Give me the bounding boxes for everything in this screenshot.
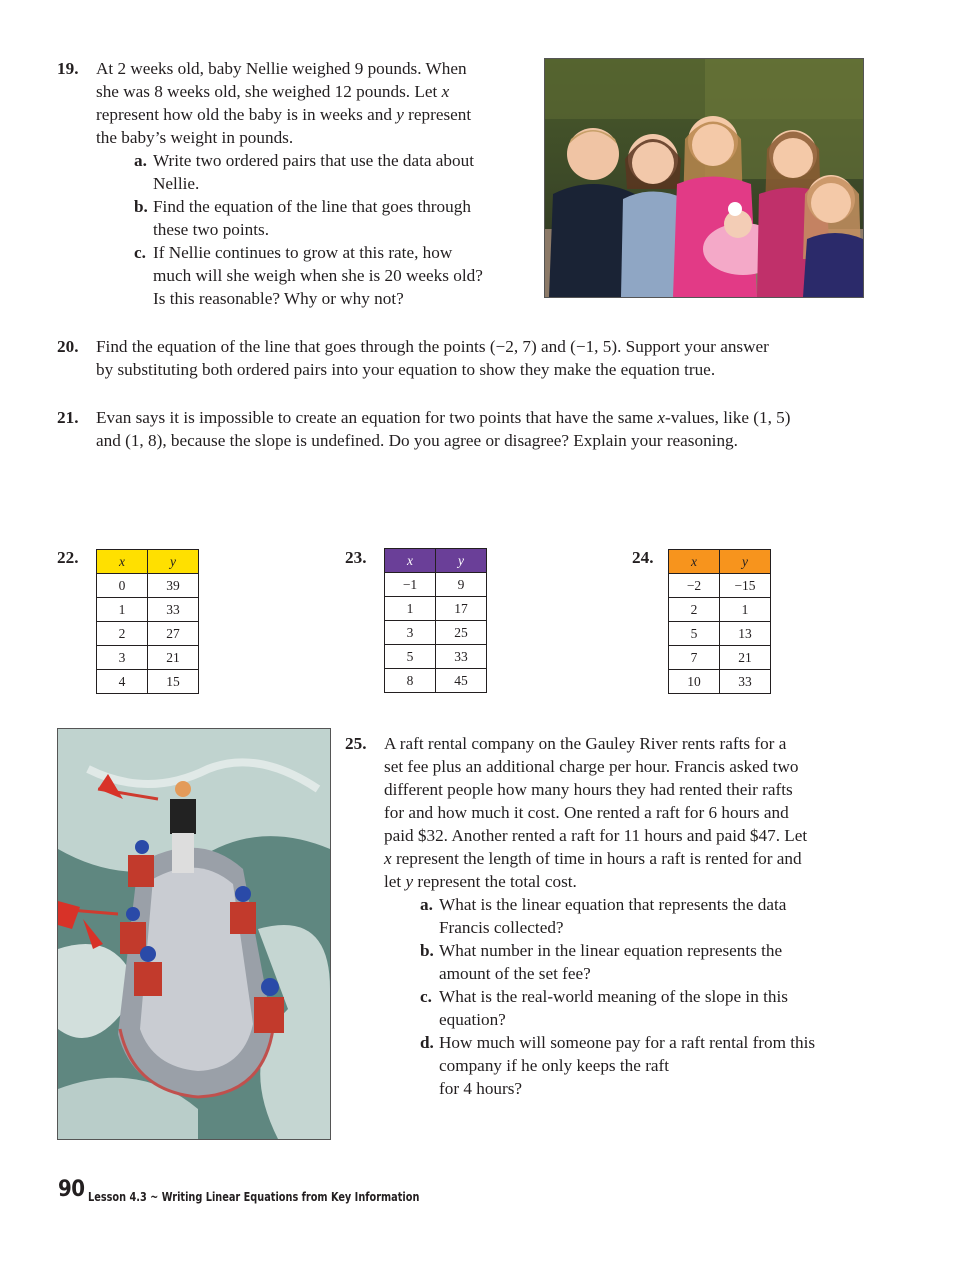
subpart-label: a. xyxy=(420,895,433,914)
problem-20-line: by substituting both ordered pairs into your equation to show they make the equation true. xyxy=(96,360,716,379)
lesson-title: Lesson 4.3 ~ Writing Linear Equations from Key Information xyxy=(88,1189,420,1204)
subpart-line: Francis collected? xyxy=(439,918,564,937)
cell-x: 1 xyxy=(97,598,148,622)
table-row xyxy=(385,621,487,645)
table-row xyxy=(669,646,771,670)
problem-25-line: different people how many hours they had rented their rafts xyxy=(384,780,793,799)
problem-21-line: and (1, 8), because the slope is undefined. Do you agree or disagree? Explain your reasoning. xyxy=(96,431,738,450)
table-row xyxy=(385,597,487,621)
header-x: x xyxy=(97,550,148,574)
table-row xyxy=(385,645,487,669)
problem-24-number: 24. xyxy=(632,548,654,567)
problem-25-line: A raft rental company on the Gauley River rents rafts for a xyxy=(384,734,787,753)
cell-x: −1 xyxy=(385,573,436,597)
problem-25-line-text: represent the length of time in hours a raft is rented for and xyxy=(391,849,802,868)
header-y: y xyxy=(436,549,487,573)
cell-y: 13 xyxy=(720,622,771,646)
cell-y: 39 xyxy=(148,574,199,598)
problem-25-number: 25. xyxy=(345,734,367,753)
problem-19-line-text: represent xyxy=(403,105,472,124)
children-photo xyxy=(544,58,864,298)
variable-y: y xyxy=(396,105,404,124)
cell-y: 33 xyxy=(148,598,199,622)
problem-19-line-text: she was 8 weeks old, she weighed 12 pounds. Let xyxy=(96,82,442,101)
problem-25d xyxy=(420,1031,884,1100)
problem-25b xyxy=(420,939,884,985)
problem-25-line xyxy=(384,870,884,893)
table-22 xyxy=(96,549,199,694)
subpart-line: company if he only keeps the raft xyxy=(439,1056,670,1075)
page-number: 90 xyxy=(58,1177,85,1202)
problem-19-line xyxy=(96,103,526,126)
problem-21-line-text: Evan says it is impossible to create an equation for two points that have the same xyxy=(96,408,658,427)
variable-x: x xyxy=(384,849,392,868)
cell-y: 33 xyxy=(436,645,487,669)
problem-19-line-text: represent how old the baby is in weeks and xyxy=(96,105,397,124)
subpart-label: d. xyxy=(420,1033,434,1052)
problem-19b xyxy=(134,195,526,241)
cell-x: 1 xyxy=(385,597,436,621)
cell-x: 8 xyxy=(385,669,436,693)
table-row xyxy=(669,622,771,646)
subpart-line: What is the real-world meaning of the slope in this xyxy=(439,987,788,1006)
cell-x: 7 xyxy=(669,646,720,670)
problem-19-line: the baby’s weight in pounds. xyxy=(96,128,294,147)
problem-19-line xyxy=(96,80,526,103)
subpart-line: these two points. xyxy=(153,220,270,239)
subpart-line: for 4 hours? xyxy=(439,1079,523,1098)
cell-x: 0 xyxy=(97,574,148,598)
table-row xyxy=(385,573,487,597)
cell-x: 4 xyxy=(97,670,148,694)
cell-y: 21 xyxy=(720,646,771,670)
problem-25-line: for and how much it cost. One rented a raft for 6 hours and xyxy=(384,803,789,822)
problem-25-line xyxy=(384,847,884,870)
problem-21-line-text: -values, like (1, 5) xyxy=(664,408,791,427)
problem-25-text xyxy=(384,732,884,1100)
problem-19a xyxy=(134,149,526,195)
problem-25-line-text: let xyxy=(384,872,406,891)
problem-19-number: 19. xyxy=(57,59,79,78)
cell-y: 9 xyxy=(436,573,487,597)
cell-y: −15 xyxy=(720,574,771,598)
problem-25c xyxy=(420,985,884,1031)
table-row xyxy=(97,622,199,646)
problem-25-line-text: represent the total cost. xyxy=(413,872,577,891)
table-row xyxy=(97,574,199,598)
cell-y: 21 xyxy=(148,646,199,670)
cell-x: 3 xyxy=(385,621,436,645)
subpart-line: Find the equation of the line that goes through xyxy=(153,197,471,216)
cell-x: 3 xyxy=(97,646,148,670)
cell-x: 5 xyxy=(669,622,720,646)
cell-y: 33 xyxy=(720,670,771,694)
table-row xyxy=(669,598,771,622)
problem-21-line xyxy=(96,406,916,429)
cell-y: 1 xyxy=(720,598,771,622)
cell-x: 10 xyxy=(669,670,720,694)
subpart-line: much will she weigh when she is 20 weeks old? xyxy=(153,266,483,285)
header-y: y xyxy=(720,550,771,574)
problem-21-number: 21. xyxy=(57,408,79,427)
cell-y: 25 xyxy=(436,621,487,645)
table-row xyxy=(385,669,487,693)
cell-x: 2 xyxy=(669,598,720,622)
variable-x: x xyxy=(657,408,665,427)
variable-x: x xyxy=(441,82,450,101)
problem-25-line: paid $32. Another rented a raft for 11 hours and paid $47. Let xyxy=(384,826,808,845)
table-row xyxy=(669,670,771,694)
cell-x: 5 xyxy=(385,645,436,669)
subpart-line: What is the linear equation that represents the data xyxy=(439,895,787,914)
problem-25-line: set fee plus an additional charge per hour. Francis asked two xyxy=(384,757,799,776)
cell-y: 17 xyxy=(436,597,487,621)
subpart-label: b. xyxy=(420,941,434,960)
subpart-line: How much will someone pay for a raft rental from this xyxy=(439,1033,816,1052)
subpart-label: c. xyxy=(134,243,146,262)
subpart-label: b. xyxy=(134,197,148,216)
table-header-row xyxy=(97,550,199,574)
header-x: x xyxy=(385,549,436,573)
table-row xyxy=(97,598,199,622)
cell-y: 45 xyxy=(436,669,487,693)
problem-19c xyxy=(134,241,526,310)
subpart-line: Is this reasonable? Why or why not? xyxy=(153,289,404,308)
subpart-label: a. xyxy=(134,151,147,170)
subpart-line: What number in the linear equation represents the xyxy=(439,941,783,960)
table-23 xyxy=(384,548,487,693)
cell-x: 2 xyxy=(97,622,148,646)
header-y: y xyxy=(148,550,199,574)
subpart-line: Write two ordered pairs that use the data about xyxy=(153,151,474,170)
table-24 xyxy=(668,549,771,694)
table-header-row xyxy=(385,549,487,573)
problem-21-text xyxy=(96,406,916,452)
subpart-line: Nellie. xyxy=(153,174,200,193)
problem-19-line: At 2 weeks old, baby Nellie weighed 9 pounds. When xyxy=(96,59,467,78)
subpart-line: If Nellie continues to grow at this rate, how xyxy=(153,243,453,262)
problem-19-text xyxy=(96,57,526,310)
subpart-line: equation? xyxy=(439,1010,506,1029)
cell-x: −2 xyxy=(669,574,720,598)
problem-25a xyxy=(420,893,884,939)
table-row xyxy=(97,646,199,670)
cell-y: 15 xyxy=(148,670,199,694)
cell-y: 27 xyxy=(148,622,199,646)
subpart-line: amount of the set fee? xyxy=(439,964,591,983)
table-row xyxy=(97,670,199,694)
table-header-row xyxy=(669,550,771,574)
problem-20-line: Find the equation of the line that goes through the points (−2, 7) and (−1, 5). Support your answer xyxy=(96,337,769,356)
rafting-photo xyxy=(57,728,331,1140)
problem-23-number: 23. xyxy=(345,548,367,567)
subpart-label: c. xyxy=(420,987,432,1006)
problem-20-number: 20. xyxy=(57,337,79,356)
problem-20-text xyxy=(96,335,916,381)
header-x: x xyxy=(669,550,720,574)
problem-22-number: 22. xyxy=(57,548,79,567)
variable-y: y xyxy=(405,872,414,891)
table-row xyxy=(669,574,771,598)
